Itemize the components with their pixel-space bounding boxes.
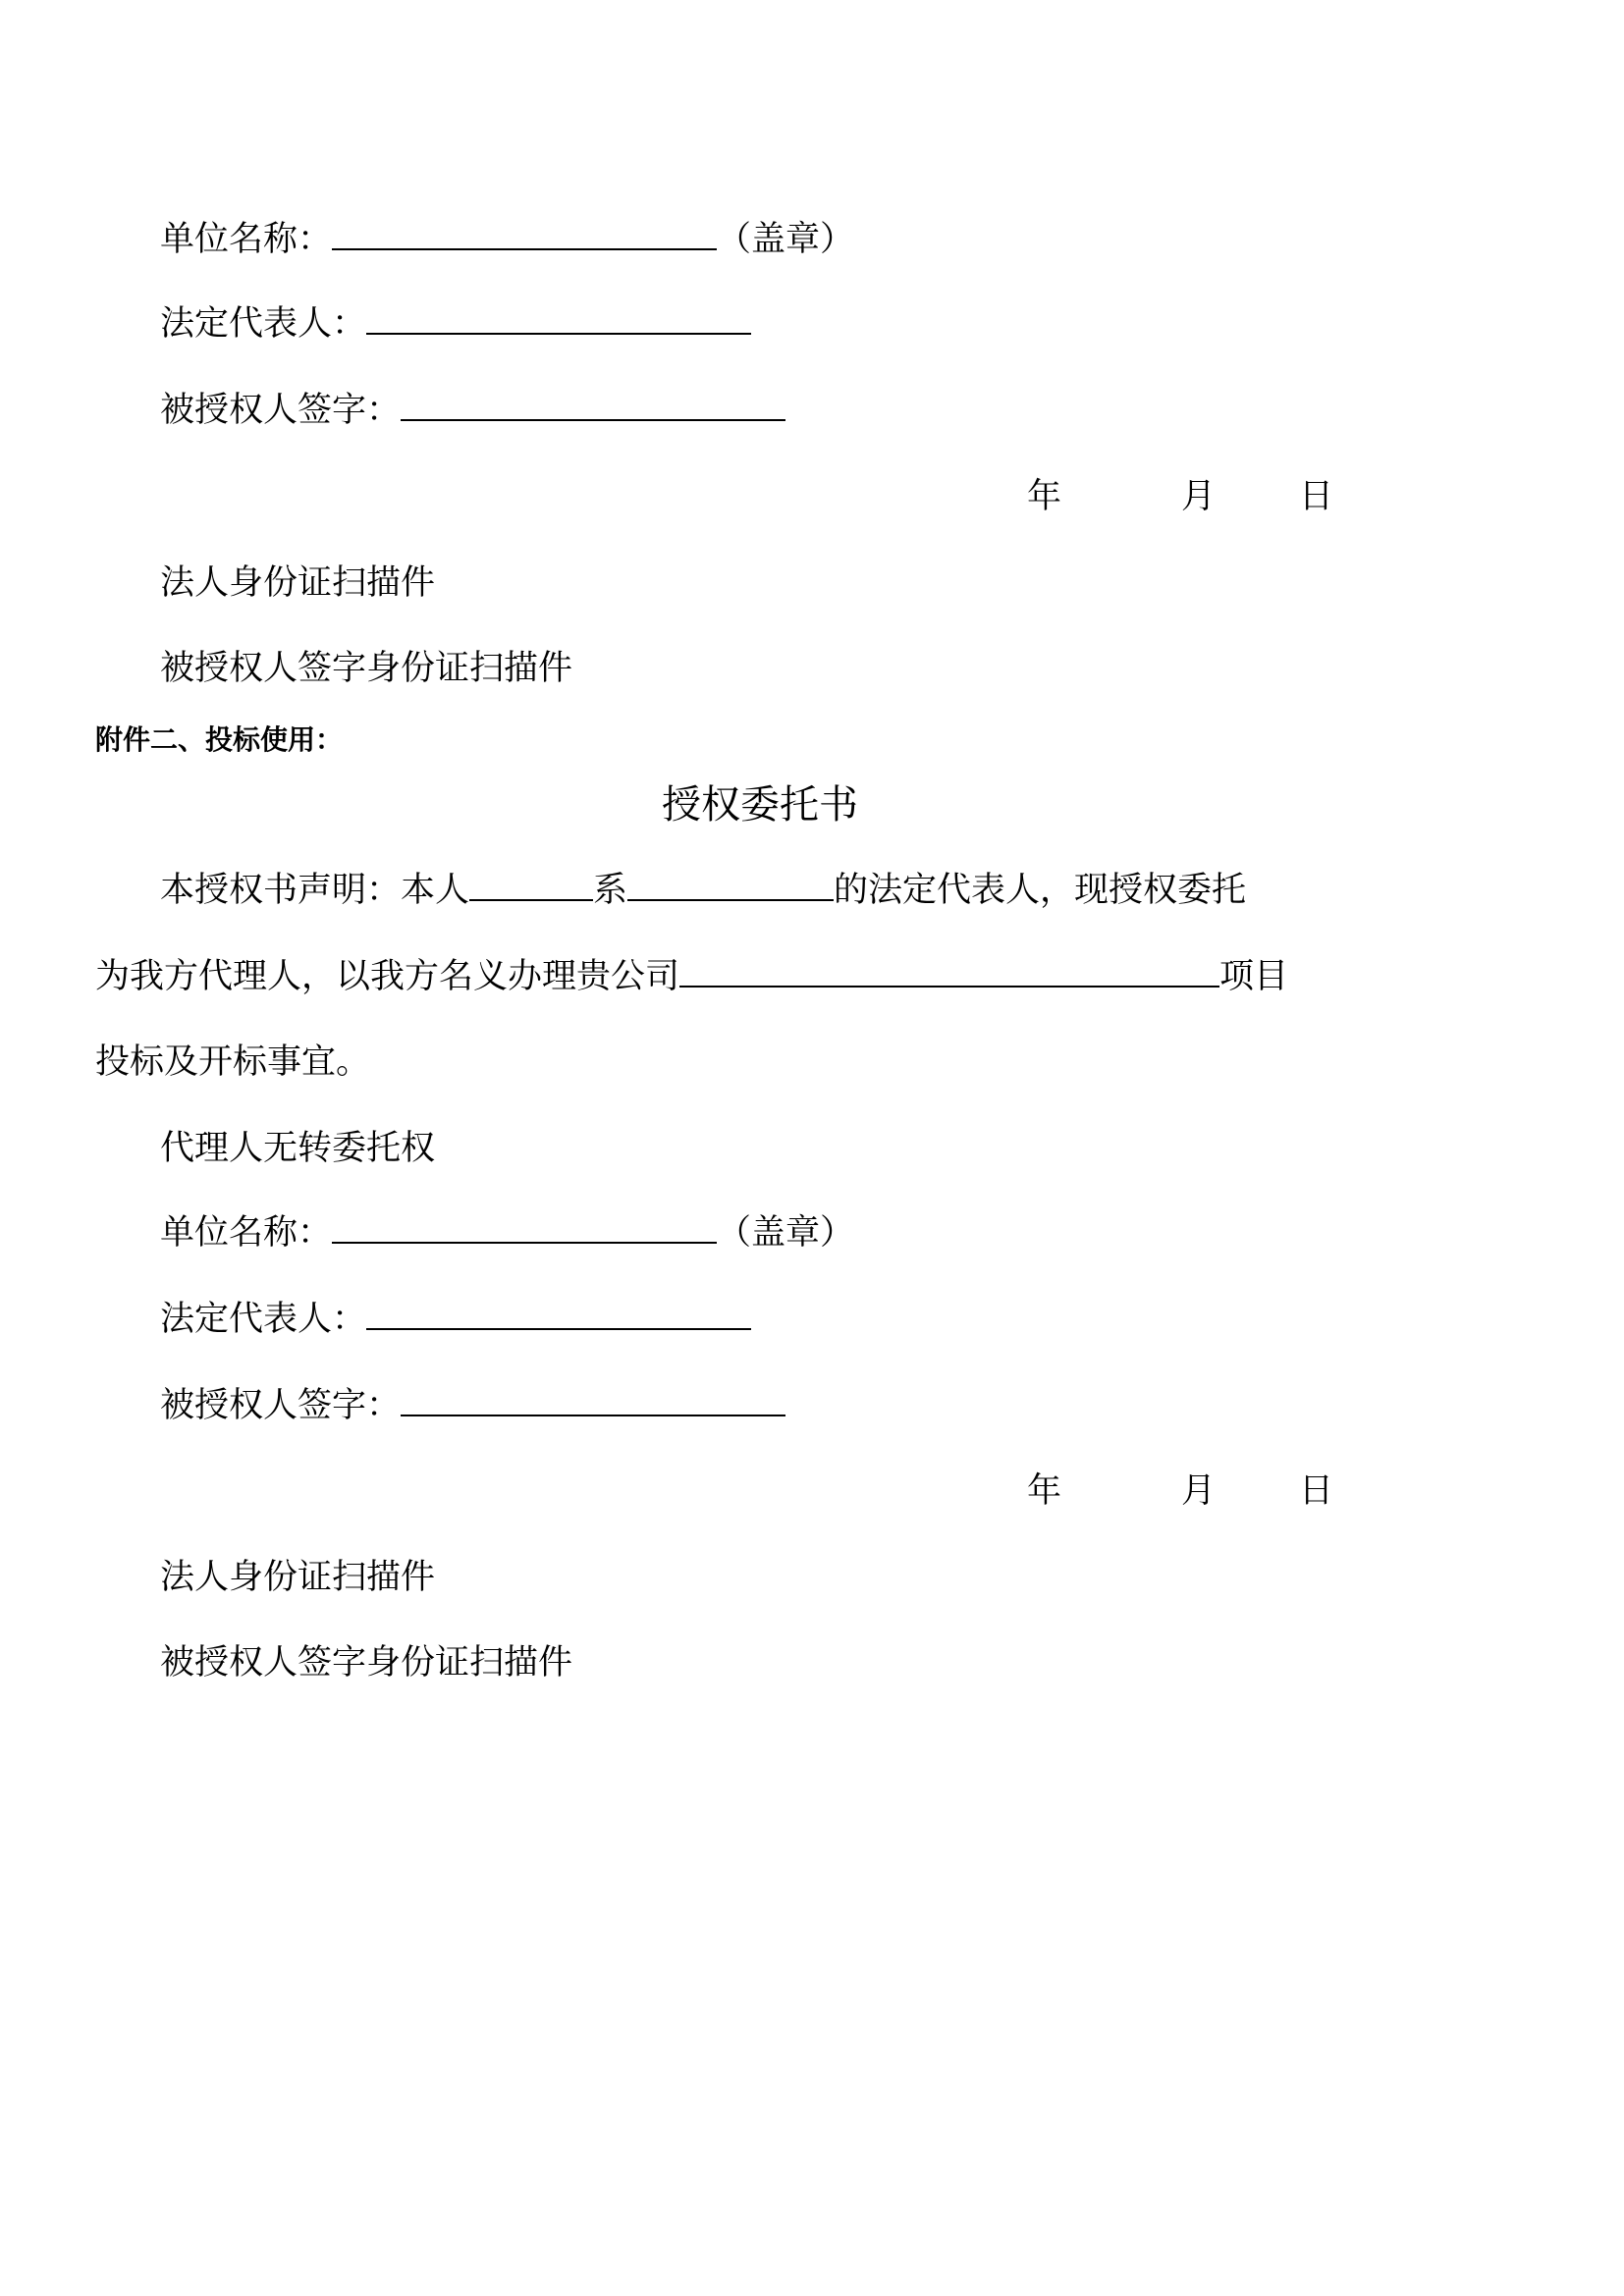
authorized-sign-label-2: 被授权人签字： (160, 1386, 402, 1425)
statement-line-3: 投标及开标事宜。 (95, 1042, 371, 1082)
attachment-heading: 附件二、投标使用： (95, 723, 344, 756)
seal-note-2: （盖章） (717, 1213, 855, 1253)
authorized-id-scan-2: 被授权人签字身份证扫描件 (160, 1643, 573, 1682)
date-year: 年 (1027, 477, 1062, 516)
person-name-blank[interactable] (469, 870, 593, 901)
date-month: 月 (1181, 477, 1217, 516)
legal-rep-blank-2[interactable] (366, 1299, 751, 1330)
project-name-blank[interactable] (679, 956, 1219, 988)
unit-name-label: 单位名称： (160, 220, 333, 259)
legal-rep-label-2: 法定代表人： (160, 1300, 367, 1339)
legal-rep-row-2 (160, 1298, 751, 1341)
legal-rep-blank[interactable] (366, 303, 751, 335)
unit-name-row-2 (160, 1211, 854, 1255)
no-sub-delegation: 代理人无转委托权 (160, 1129, 436, 1168)
document-title: 授权委托书 (662, 782, 858, 828)
statement-part1: 本授权书声明：本人 (160, 871, 470, 910)
date-day: 日 (1299, 477, 1334, 516)
legal-rep-row (160, 302, 751, 346)
statement-part5: 项目 (1219, 957, 1289, 996)
authorized-sign-row-2 (160, 1384, 785, 1427)
statement-part2: 系 (593, 871, 628, 910)
legal-id-scan-2: 法人身份证扫描件 (160, 1558, 436, 1597)
authorized-sign-label: 被授权人签字： (160, 391, 402, 430)
date-year-2: 年 (1027, 1471, 1062, 1511)
statement-part3: 的法定代表人，现授权委托 (834, 871, 1247, 910)
legal-rep-label: 法定代表人： (160, 304, 367, 344)
unit-name-blank-2[interactable] (332, 1212, 717, 1244)
unit-name-blank[interactable] (332, 219, 717, 250)
unit-name-label-2: 单位名称： (160, 1213, 333, 1253)
company-name-blank[interactable] (627, 870, 834, 901)
legal-id-scan: 法人身份证扫描件 (160, 563, 436, 603)
statement-part4: 为我方代理人，以我方名义办理贵公司 (95, 957, 680, 996)
statement-line-2 (95, 955, 1288, 998)
date-day-2: 日 (1299, 1471, 1334, 1511)
authorized-sign-row (160, 389, 785, 432)
seal-note: （盖章） (717, 220, 855, 259)
statement-line-1 (160, 869, 1246, 912)
authorized-sign-blank-2[interactable] (401, 1385, 785, 1416)
date-month-2: 月 (1181, 1471, 1217, 1511)
unit-name-row (160, 218, 854, 261)
authorized-sign-blank[interactable] (401, 390, 785, 421)
authorized-id-scan: 被授权人签字身份证扫描件 (160, 649, 573, 688)
